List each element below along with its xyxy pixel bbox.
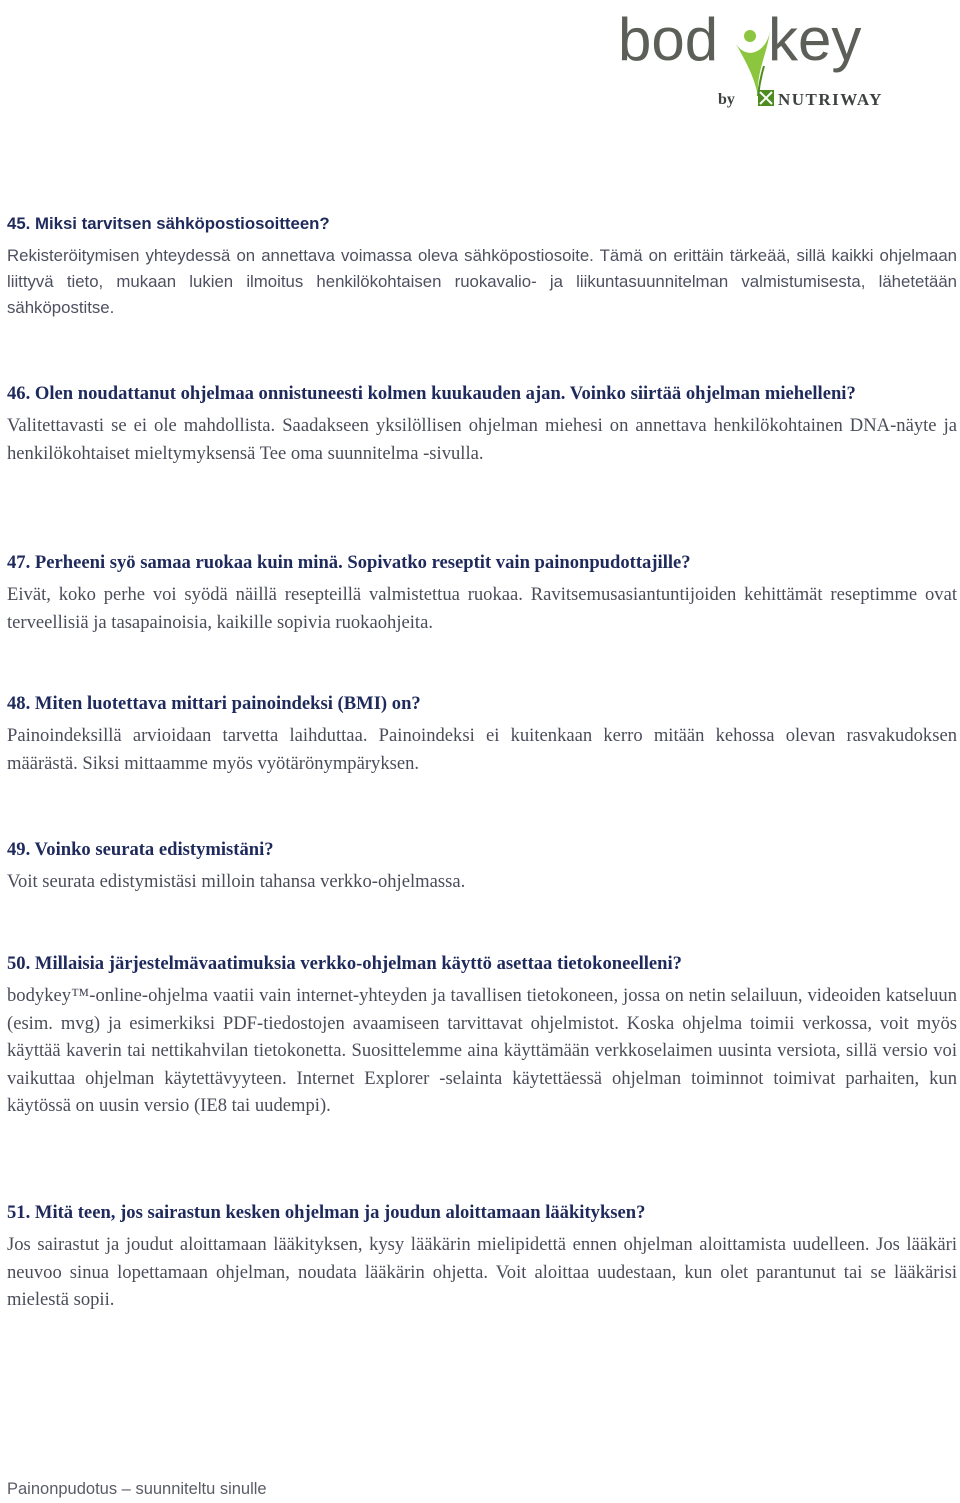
logo-wordmark-right: key (768, 6, 862, 73)
page-footer: Painonpudotus – suunniteltu sinulle (7, 1480, 267, 1498)
faq-question: 49. Voinko seurata edistymistäni? (7, 839, 274, 860)
bodykey-logo-graphic (618, 0, 908, 112)
logo-by-text: by (718, 91, 735, 108)
faq-item-51 (7, 1199, 957, 1314)
faq-item-50 (7, 950, 957, 1119)
faq-answer: Eivät, koko perhe voi syödä näillä resepteillä valmistettua ruokaa. Ravitsemusasiantuntijoiden kehittämät reseptimme ovat terveellisiä ja tasapainoisia, kaikille sopivia ruokaohjeita. (7, 584, 957, 633)
logo-wordmark-left: bod (618, 6, 719, 73)
faq-question: 46. Olen noudattanut ohjelmaa onnistuneesti kolmen kuukauden ajan. Voinko siirtää ohjelman miehelleni? (7, 383, 856, 404)
faq-item-47 (7, 549, 957, 636)
faq-item-46 (7, 380, 957, 467)
faq-answer: Rekisteröitymisen yhteydessä on annettava voimassa oleva sähköpostiosoite. Tämä on erittäin tärkeää, sillä kaikki ohjelmaan liittyvä tieto, mukaan lukien ilmoitus henkilökohtaisen ruokavalio- ja liikuntasuunnitelman valmistumisesta, lähetetään sähköpostitse. (7, 246, 957, 317)
leaf-dot-icon (744, 30, 756, 42)
faq-answer: Painoindeksillä arvioidaan tarvetta laihduttaa. Painoindeksi ei kuitenkaan kerro mitään kehossa olevan rasvakudoksen määrästä. Siksi mittaamme myös vyötärönympäryksen. (7, 725, 957, 774)
faq-item-48 (7, 690, 957, 777)
bodykey-logo (618, 0, 908, 112)
logo-nutriway-text: NUTRIWAY (778, 90, 883, 109)
faq-question: 47. Perheeni syö samaa ruokaa kuin minä. Sopivatko reseptit vain painonpudottajille? (7, 552, 691, 573)
faq-answer: Valitettavasti se ei ole mahdollista. Saadakseen yksilöllisen ohjelman miehesi on annettava henkilökohtainen DNA-näyte ja henkilökohtaiset mieltymyksensä Tee oma suunnitelma -sivulla. (7, 415, 957, 464)
faq-item-45 (7, 211, 957, 321)
faq-question: 45. Miksi tarvitsen sähköpostiosoitteen? (7, 214, 330, 233)
faq-answer: Jos sairastut ja joudut aloittamaan lääkityksen, kysy lääkärin mielipidettä ennen ohjelman aloittamista uudelleen. Jos lääkäri neuvoo sinua lopettamaan ohjelman, noudata lääkärin ohjetta. Voit aloittaa uudestaan, kun olet parantunut tai se lääkärisi mielestä sopii. (7, 1234, 957, 1311)
faq-answer: bodykey™-online-ohjelma vaatii vain internet-yhteyden ja tavallisen tietokoneen, jossa on netin selailuun, videoiden katseluun (esim. mvg) ja esimerkiksi PDF-tiedostojen avaamiseen tarvittavat ohjelmistot. Koska ohjelma toimii verkossa, voit myös käyttää kaverin tai nettikahvilan tietokonetta. Suosittelemme aina käyttämään verkkoselaimen uusinta versiota, sillä versio voi vaikuttaa ohjelman käytettävyyteen. Internet Explorer -selainta käytettäessä ohjelman toiminnot toimivat parhaiten, kun käytössä on uusin versio (IE8 tai uudempi). (7, 985, 957, 1117)
faq-question: 51. Mitä teen, jos sairastun kesken ohjelman ja joudun aloittamaan lääkityksen? (7, 1202, 646, 1223)
faq-question: 50. Millaisia järjestelmävaatimuksia verkko-ohjelman käyttö asettaa tietokoneelleni? (7, 953, 682, 974)
faq-answer: Voit seurata edistymistäsi milloin tahansa verkko-ohjelmassa. (7, 871, 466, 893)
faq-item-49 (7, 836, 957, 896)
faq-question: 48. Miten luotettava mittari painoindeksi (BMI) on? (7, 693, 421, 714)
